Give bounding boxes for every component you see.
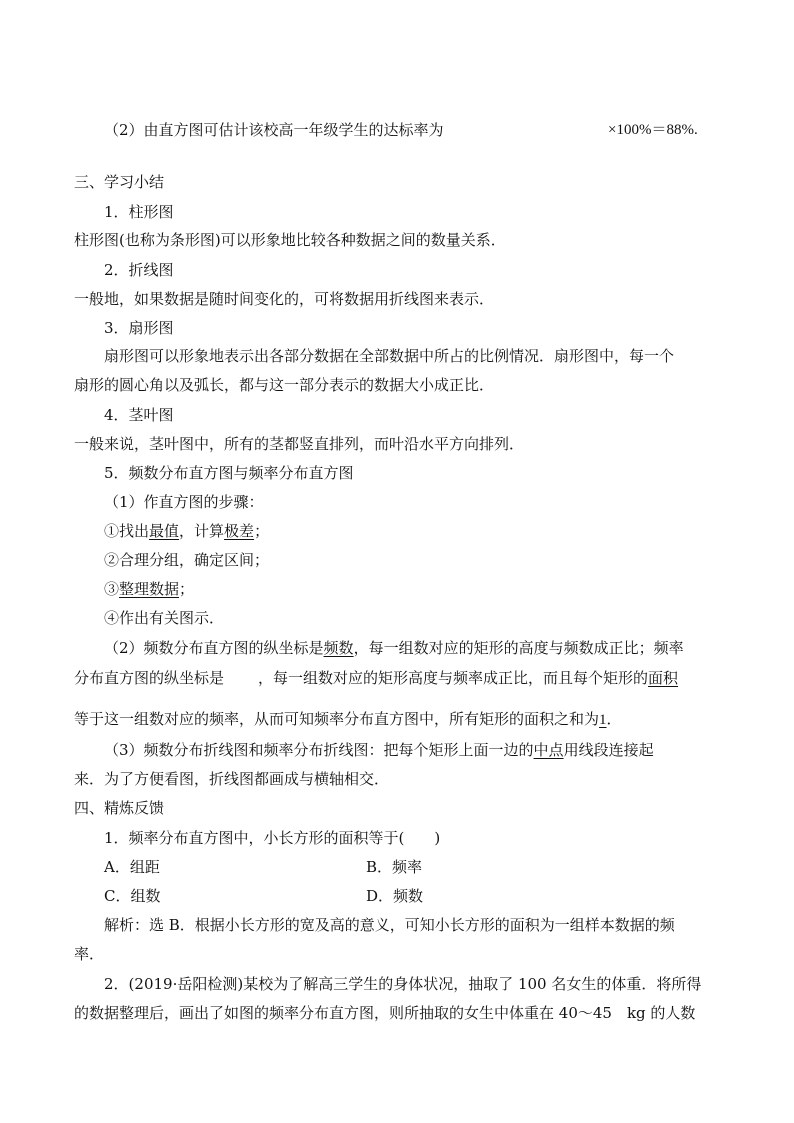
step-2: ②合理分组，确定区间； bbox=[104, 551, 270, 569]
para-2-d: 分布直方图的纵坐标是 bbox=[74, 669, 225, 687]
item-body-stem-leaf: 一般来说，茎叶图中，所有的茎都竖直排列，而叶沿水平方向排列． bbox=[74, 435, 525, 453]
para-3-l1 bbox=[104, 740, 654, 760]
step-1-a: ①找出 bbox=[104, 522, 150, 540]
step-1-c: ，计算 bbox=[179, 522, 225, 540]
blank-answer-range: 极差 bbox=[224, 522, 255, 540]
item-body-pie-chart-l1: 扇形图可以形象地表示出各部分数据在全部数据中所占的比例情况．扇形图中，每一个 bbox=[104, 347, 675, 365]
para-3-l2: 来．为了方便看图，折线图都画成与横轴相交． bbox=[74, 770, 390, 788]
item-title-histogram: 5．频数分布直方图与频率分布直方图 bbox=[104, 464, 354, 482]
step-1-e: ； bbox=[254, 522, 270, 540]
blank-answer-area: 面积 bbox=[648, 669, 679, 687]
section-heading-practice: 四、精炼反馈 bbox=[74, 799, 165, 817]
para-2-g: 等于这一组数对应的频率，从而可知频率分布直方图中，所有矩形的面积之和为 bbox=[74, 710, 600, 728]
item-body-line-chart: 一般地，如果数据是随时间变化的，可将数据用折线图来表示． bbox=[74, 290, 495, 308]
para-2-a: （2）频数分布直方图的纵坐标是 bbox=[104, 639, 324, 657]
option-c: C．组数 bbox=[104, 887, 161, 905]
histogram-steps-label: （1）作直方图的步骤： bbox=[104, 493, 264, 511]
para-2-i: ． bbox=[606, 710, 622, 728]
rate-line bbox=[104, 120, 444, 140]
para-2-e: ，每一组数对应的矩形高度与频率成正比，而且每个矩形的 bbox=[258, 669, 649, 687]
blank-answer-extreme: 最值 bbox=[149, 522, 180, 540]
item-body-bar-chart: 柱形图(也称为条形图)可以形象地比较各种数据之间的数量关系． bbox=[74, 231, 506, 249]
question-2-l2: 的数据整理后，画出了如图的频率分布直方图，则所抽取的女生中体重在 40～45 kg 的人数 bbox=[74, 1004, 696, 1022]
step-4: ④作出有关图示． bbox=[104, 609, 225, 627]
option-d: D．频数 bbox=[366, 887, 424, 905]
step-3-c: ； bbox=[179, 580, 195, 598]
blank-answer-one: 1 bbox=[599, 712, 607, 728]
step-3 bbox=[104, 579, 194, 599]
step-3-a: ③ bbox=[104, 580, 120, 598]
rate-formula: ×100%＝88%. bbox=[608, 122, 698, 138]
question-2-l1: 2．(2019·岳阳检测)某校为了解高三学生的身体状况，抽取了 100 名女生的体重．将所得 bbox=[104, 975, 702, 993]
question-1: 1．频率分布直方图中，小长方形的面积等于( ) bbox=[104, 829, 441, 847]
item-title-bar-chart: 1．柱形图 bbox=[104, 203, 174, 221]
option-b: B．频率 bbox=[366, 858, 423, 876]
blank-answer-organize: 整理数据 bbox=[119, 580, 180, 598]
item-title-stem-leaf: 4．茎叶图 bbox=[104, 406, 174, 424]
step-1 bbox=[104, 521, 269, 541]
rate-line-text: （2）由直方图可估计该校高一年级学生的达标率为 bbox=[104, 121, 444, 139]
item-body-pie-chart-l2: 扇形的圆心角以及弧长，都与这一部分表示的数据大小成正比． bbox=[74, 376, 495, 394]
para-3-c: 用线段连接起 bbox=[563, 741, 654, 759]
para-2-l3 bbox=[74, 709, 622, 730]
blank-answer-frequency: 频数 bbox=[323, 639, 354, 657]
answer-1-l1: 解析：选 B．根据小长方形的宽及高的意义，可知小长方形的面积为一组样本数据的频 bbox=[104, 916, 675, 934]
para-3-a: （3）频数分布折线图和频率分布折线图：把每个矩形上面一边的 bbox=[104, 741, 534, 759]
item-title-line-chart: 2．折线图 bbox=[104, 261, 174, 279]
answer-1-l2: 率． bbox=[74, 945, 105, 963]
option-a: A．组距 bbox=[104, 858, 160, 876]
section-heading-summary: 三、学习小结 bbox=[74, 173, 165, 191]
blank-answer-midpoint: 中点 bbox=[533, 741, 564, 759]
item-title-pie-chart: 3．扇形图 bbox=[104, 319, 174, 337]
para-2-l1 bbox=[104, 638, 684, 658]
para-2-l2 bbox=[74, 668, 678, 688]
para-2-c: ，每一组数对应的矩形的高度与频数成正比；频率 bbox=[353, 639, 684, 657]
